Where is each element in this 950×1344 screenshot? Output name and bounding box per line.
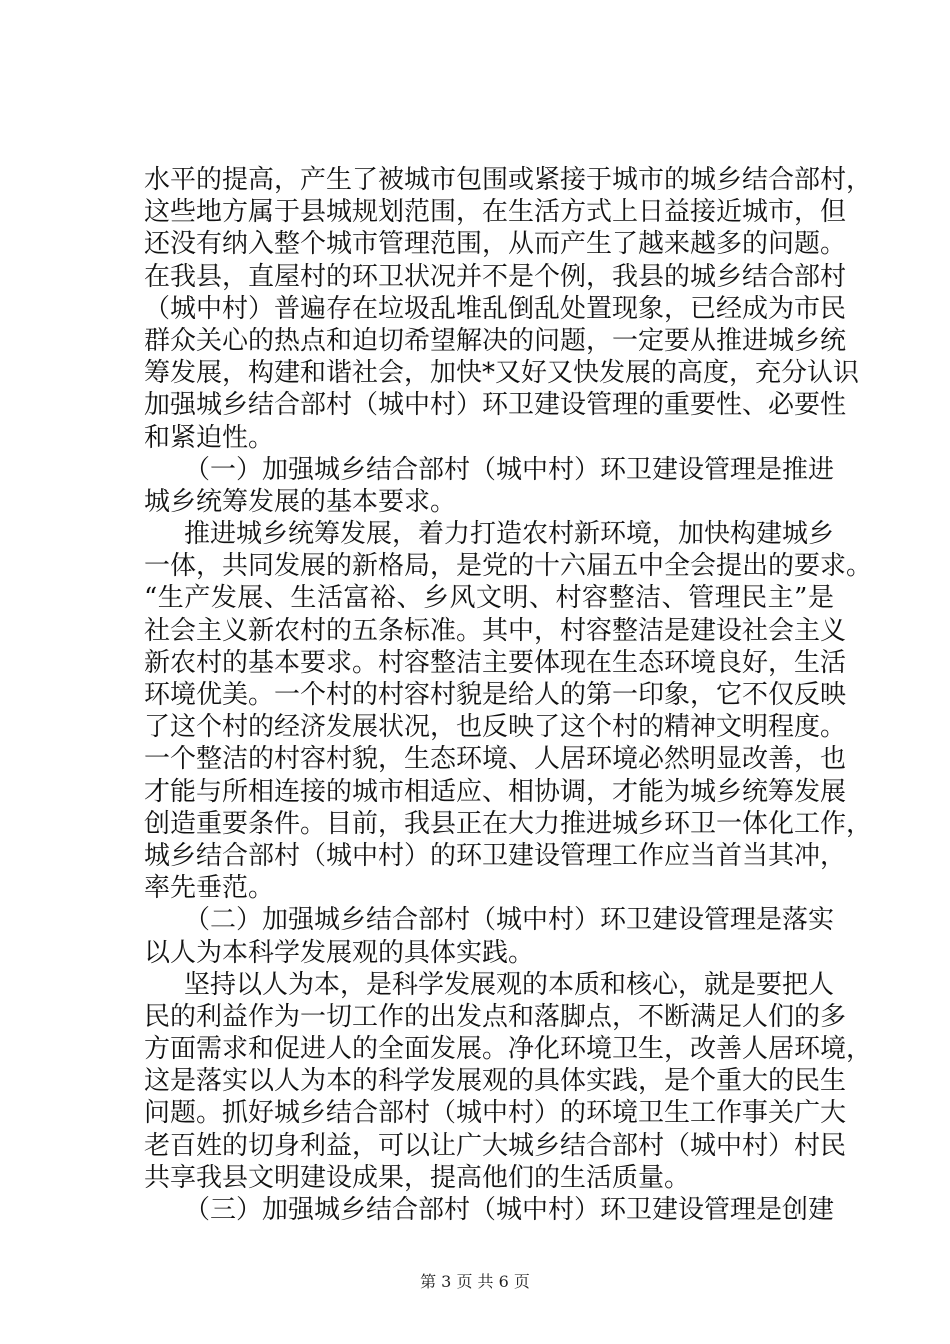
text-line: 一体，共同发展的新格局，是党的十六届五中全会提出的要求。 xyxy=(144,551,873,582)
text-line: 城乡统筹发展的基本要求。 xyxy=(144,486,457,517)
text-line: 水平的提高，产生了被城市包围或紧接于城市的城乡结合部村， xyxy=(144,165,873,195)
text-line: 在我县，直屋村的环卫状况并不是个例，我县的城乡结合部村 xyxy=(144,261,847,292)
text-line: “生产发展、生活富裕、乡风文明、村容整洁、管理民主”是 xyxy=(144,583,834,614)
text-line: 率先垂范。 xyxy=(144,873,275,904)
text-line: 新农村的基本要求。村容整洁主要体现在生态环境良好，生活 xyxy=(144,647,847,678)
text-line: （城中村）普遍存在垃圾乱堆乱倒乱处置现象，已经成为市民 xyxy=(144,293,847,324)
text-line: 社会主义新农村的五条标准。其中，村容整洁是建设社会主义 xyxy=(144,615,847,646)
text-line: 群众关心的热点和迫切希望解决的问题，一定要从推进城乡统 xyxy=(144,325,847,356)
text-line: 了这个村的经济发展状况，也反映了这个村的精神文明程度。 xyxy=(144,712,847,743)
text-line: 才能与所相连接的城市相适应、相协调，才能为城乡统筹发展 xyxy=(144,776,847,807)
text-line: 一个整洁的村容村貌，生态环境、人居环境必然明显改善，也 xyxy=(144,744,847,775)
text-line: 和紧迫性。 xyxy=(144,422,275,453)
text-line: 共享我县文明建设成果，提高他们的生活质量。 xyxy=(144,1162,691,1193)
text-line: 创造重要条件。目前，我县正在大力推进城乡环卫一体化工作， xyxy=(144,808,873,839)
text-line: 坚持以人为本，是科学发展观的本质和核心，就是要把人 xyxy=(184,969,835,1000)
text-line: 方面需求和促进人的全面发展。净化环境卫生，改善人居环境， xyxy=(144,1034,873,1065)
text-line: 推进城乡统筹发展，着力打造农村新环境，加快构建城乡 xyxy=(184,519,835,550)
text-line: 环境优美。一个村的村容村貌是给人的第一印象，它不仅反映 xyxy=(144,680,847,710)
text-line: 加强城乡结合部村（城中村）环卫建设管理的重要性、必要性 xyxy=(144,390,847,421)
page-footer: 第 3 页 共 6 页 xyxy=(420,1272,530,1291)
text-line: 这些地方属于县城规划范围，在生活方式上日益接近城市，但 xyxy=(144,197,847,228)
text-line: 民的利益作为一切工作的出发点和落脚点，不断满足人们的多 xyxy=(144,1001,847,1032)
text-line: 老百姓的切身利益，可以让广大城乡结合部村（城中村）村民 xyxy=(144,1130,847,1161)
text-line: 还没有纳入整个城市管理范围，从而产生了越来越多的问题。 xyxy=(144,229,847,260)
text-line: 这是落实以人为本的科学发展观的具体实践，是个重大的民生 xyxy=(144,1066,847,1097)
text-line: （三）加强城乡结合部村（城中村）环卫建设管理是创建 xyxy=(184,1195,835,1225)
text-line: （一）加强城乡结合部村（城中村）环卫建设管理是推进 xyxy=(184,454,835,485)
text-line: （二）加强城乡结合部村（城中村）环卫建设管理是落实 xyxy=(184,905,835,936)
text-line: 筹发展，构建和谐社会，加快*又好又快发展的高度，充分认识 xyxy=(144,358,860,389)
document-body xyxy=(144,164,873,1226)
text-line: 问题。抓好城乡结合部村（城中村）的环境卫生工作事关广大 xyxy=(144,1098,847,1129)
text-line: 城乡结合部村（城中村）的环卫建设管理工作应当首当其冲， xyxy=(144,840,847,871)
text-line: 以人为本科学发展观的具体实践。 xyxy=(144,937,535,968)
